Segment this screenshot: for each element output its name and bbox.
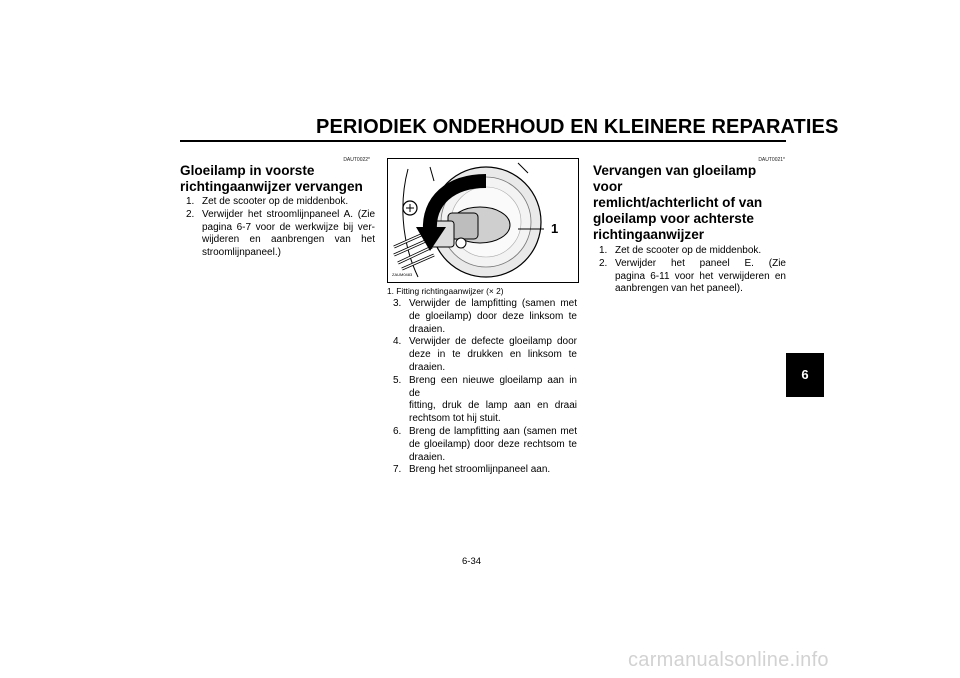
step-item xyxy=(387,336,577,374)
step-text: de gloeilamp) door deze rechtsom te xyxy=(409,438,577,450)
step-text: draaien. xyxy=(409,451,446,463)
figure-callout-1: 1 xyxy=(551,221,559,236)
step-item xyxy=(387,375,577,426)
step-text: Breng een nieuwe gloeilamp aan in de xyxy=(409,374,577,399)
step-text: fitting, druk de lamp aan en draai xyxy=(409,400,577,412)
step-text: aanbrengen van het paneel). xyxy=(615,283,743,295)
step-number: 1. xyxy=(599,245,608,256)
step-text: Breng het stroomlijnpaneel aan. xyxy=(409,464,551,476)
figure-image-code: ZAUM0483 xyxy=(392,272,413,277)
figure-caption: 1. Fitting richtingaanwijzer (× 2) xyxy=(387,286,504,296)
step-text: pagina 6-11 voor het verwijderen en xyxy=(615,270,786,282)
step-item xyxy=(387,298,577,336)
watermark: carmanualsonline.info xyxy=(628,649,829,671)
step-item xyxy=(593,258,786,296)
step-text: draaien. xyxy=(409,361,446,373)
page-number: 6-34 xyxy=(462,556,482,567)
section-code: DAUT0022* xyxy=(343,157,370,163)
step-text: Verwijder de lampfitting (samen met xyxy=(409,298,577,309)
step-number: 2. xyxy=(599,257,608,269)
section-heading-line: Vervangen van gloeilamp voor xyxy=(593,163,757,194)
step-text: rechtsom tot hij stuit. xyxy=(409,413,501,425)
step-number: 7. xyxy=(393,464,402,476)
section-heading-line: richtingaanwijzer vervangen xyxy=(180,179,363,194)
left-section xyxy=(180,163,375,260)
step-text: Verwijder het stroomlijnpaneel A. (Zie xyxy=(202,208,375,220)
middle-section xyxy=(387,298,577,477)
right-section xyxy=(593,163,786,296)
step-list xyxy=(387,298,577,477)
step-item xyxy=(387,464,577,477)
step-item xyxy=(593,245,786,258)
step-text: deze in te drukken en linksom te xyxy=(409,349,577,361)
section-heading-line: gloeilamp voor achterste xyxy=(593,211,754,226)
turn-signal-socket-illustration xyxy=(388,159,578,282)
section-heading-line: remlicht/achterlicht of van xyxy=(593,195,763,210)
step-number: 4. xyxy=(393,336,402,348)
step-text: stroomlijnpaneel.) xyxy=(202,247,281,259)
step-text: Verwijder het paneel E. (Zie xyxy=(615,257,786,269)
header-rule xyxy=(180,140,786,142)
step-list xyxy=(180,196,375,260)
step-text: wijderen en aanbrengen van het xyxy=(202,234,375,246)
step-number: 5. xyxy=(393,374,402,386)
step-text: Zet de scooter op de middenbok. xyxy=(202,196,349,207)
step-text: Verwijder de defecte gloeilamp door xyxy=(409,336,577,348)
step-text: draaien. xyxy=(409,323,446,335)
step-number: 2. xyxy=(186,208,195,220)
step-number: 6. xyxy=(393,425,402,437)
step-list xyxy=(593,245,786,296)
step-text: Breng de lampfitting aan (samen met xyxy=(409,425,577,437)
step-item xyxy=(180,209,375,260)
bulb-socket-figure xyxy=(387,158,579,283)
step-text: Zet de scooter op de middenbok. xyxy=(615,245,762,256)
step-text: pagina 6-7 voor de werkwijze bij ver- xyxy=(202,221,375,233)
section-heading-line: Gloeilamp in voorste xyxy=(180,163,315,178)
step-item xyxy=(387,426,577,464)
chapter-tab: 6 xyxy=(786,353,824,397)
section-heading-line: richtingaanwijzer xyxy=(593,227,705,242)
step-item xyxy=(180,196,375,209)
step-text: de gloeilamp) door deze linksom te xyxy=(409,310,577,322)
section-code: DAUT0021* xyxy=(758,157,785,163)
step-number: 1. xyxy=(186,196,195,207)
page-header-title: PERIODIEK ONDERHOUD EN KLEINERE REPARATIES xyxy=(316,116,839,138)
step-number: 3. xyxy=(393,298,402,309)
